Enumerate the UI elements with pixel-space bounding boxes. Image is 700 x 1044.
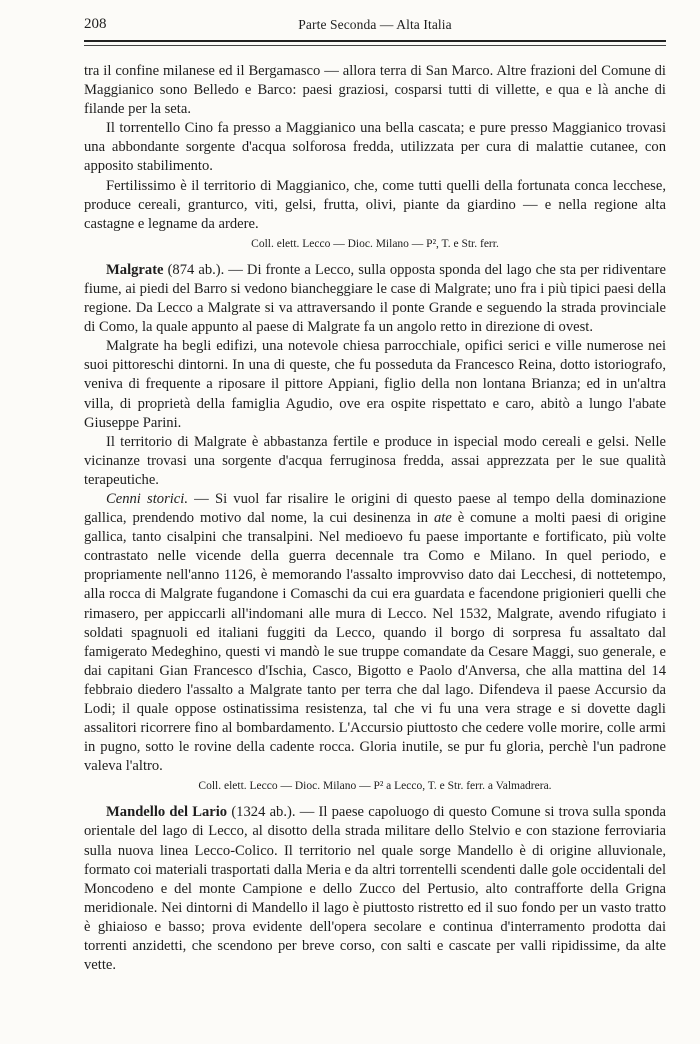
paragraph-continuation: tra il confine milanese ed il Bergamasco — allora terra di San Marco. Altre frazioni del Comune di Maggianico sono Belledo e Barco: paesi graziosi, cosparsi tutti di villette, e qua e là anche di filande per la seta. <box>84 63 666 118</box>
cenni-ate: ate <box>434 510 452 527</box>
paragraph-mandello <box>84 803 666 975</box>
mandello-text: (1324 ab.). — Il paese capoluogo di questo Comune si trova sulla sponda orientale del lago di Lecco, al disotto della strada militare dello Stelvio e con stazione ferroviaria sulla nuova linea Lecco-Colico. Il territorio nel quale sorge Mandello è di origine alluvionale, formato coi materiali trasportati dalla Meria e da altri torrentelli scendenti dalle gole occidentali del Moncodeno e del monte Campione e dello Zucco del Pertusio, alto contrafforte della Grigna meridionale. Nei dintorni di Mandello il lago è piuttosto ristretto ed il suo fondo per un vasto tratto è ghiaioso e basso; prova evidente dell'opera secolare e continua d'interramento prodotta dai torrenti anzidetti, che scendono per breve corso, con salti e cascate per valli ripidissime, da alte vette. <box>84 804 666 974</box>
paragraph-malgrate-edifizi: Malgrate ha begli edifizi, una notevole chiesa parrocchiale, opifici serici e ville numerose nei suoi pittoreschi dintorni. In una di queste, che fu posseduta da Francesco Reina, dotto istoriografo, veniva di frequente a riposare il pittore Appiani, figlio della non lontana Brianza; ed in un'altra villa, di proprietà della famiglia Agudio, ove era ospite rispettato e caro, abitò a lungo l'abate Giuseppe Parini. <box>84 338 666 431</box>
entry-heading-mandello: Mandello del Lario <box>106 804 228 821</box>
cenni-text-b: è comune a molti paesi di origine gallica, tanto cisalpini che transalpini. Nel medioevo fu paese importante e fortificato, più volte contrastato nelle vicende della guerra decennale tra Como e Milano. In quel periodo, e propriamente nell'anno 1126, è memorando l'assalto improvviso dato dai Lecchesi, di nottetempo, alla rocca di Malgrate fugandone i Comaschi da cui era guardata e facendone prigionieri quelli che rimasero, per appiccarli all'indomani alle mura di Lecco. Nel 1532, Malgrate, avendo rifugiato i soldati spagnuoli ed italiani fuggiti da Lecco, quando il borgo di sorpresa fu assaltato dal famigerato Medeghino, questi vi mandò le sue truppe comandate da Cesare Maggi, suo generale, e dai capitani Gian Francesco d'Ischia, Casco, Bigotto e Paolo d'Anversa, che alla mattina del 14 febbraio diedero l'assalto a Malgrate tanto per terra che dal lago. Difendeva il paese Accursio da Lodi; il quale oppose ostinatissima resistenza, tal che vi fu una vera strage e si dovette dagli assalitori ricorrere fino al bombardamento. L'Accursio piuttosto che cedere volle morire, colle armi in pugno, sotto le rovine della cadente rocca. Gloria inutile, se pur fu gloria, perchè l'un padrone valeva l'altro. <box>84 510 666 775</box>
cenni-storici-label: Cenni storici. <box>106 490 188 507</box>
paragraph-malgrate-intro <box>84 261 666 337</box>
page-body <box>84 62 666 975</box>
page-number: 208 <box>84 16 107 32</box>
header-rule-thin <box>84 45 666 46</box>
entry-heading-malgrate: Malgrate <box>106 261 164 278</box>
paragraph-malgrate-territorio: Il territorio di Malgrate è abbastanza fertile e produce in ispecial modo cereali e gelsi. Nelle vicinanze trovasi una sorgente d'acqua ferruginosa fredda, assai apprezzata per le sue qualità terapeutiche. <box>84 433 666 488</box>
paragraph-cino: Il torrentello Cino fa presso a Maggianico una bella cascata; e pure presso Maggianico trovasi una abbondante sorgente d'acqua solforosa fredda, utilizzata per cura di malattie cutanee, con apposito stabilimento. <box>84 120 666 175</box>
paragraph-territorio-maggianico: Fertilissimo è il territorio di Maggianico, che, come tutti quelli della fortunata conca lecchese, produce cereali, granturco, viti, gelsi, frutta, olivi, piante da giardino — e nella regione alta castagne e legname da ardere. <box>84 177 666 232</box>
admin-note-maggianico: Coll. elett. Lecco — Dioc. Milano — P², T. e Str. ferr. <box>251 237 499 250</box>
running-title: Parte Seconda — Alta Italia <box>298 17 452 32</box>
page-header <box>84 14 666 40</box>
malgrate-intro-text: (874 ab.). — Di fronte a Lecco, sulla opposta sponda del lago che sta per ridiventare fiume, ai piedi del Barro si vedono biancheggiare le case di Malgrate; uno fra i più tipici paesi della regione. Da Lecco a Malgrate si va attraversando il ponte Grande e seguendo la strada provinciale di Como, la quale appunto al paese di Malgrate fa un angolo retto in direzione di ovest. <box>84 261 666 336</box>
header-rule-thick <box>84 40 666 42</box>
cenni-text-a: — Si vuol far risalire le origini di questo paese al tempo della dominazione gallica, prendendo motivo dal nome, la cui desinenza in <box>84 490 666 527</box>
paragraph-cenni-storici <box>84 490 666 776</box>
admin-note-malgrate: Coll. elett. Lecco — Dioc. Milano — P² a Lecco, T. e Str. ferr. a Valmadrera. <box>198 780 552 793</box>
